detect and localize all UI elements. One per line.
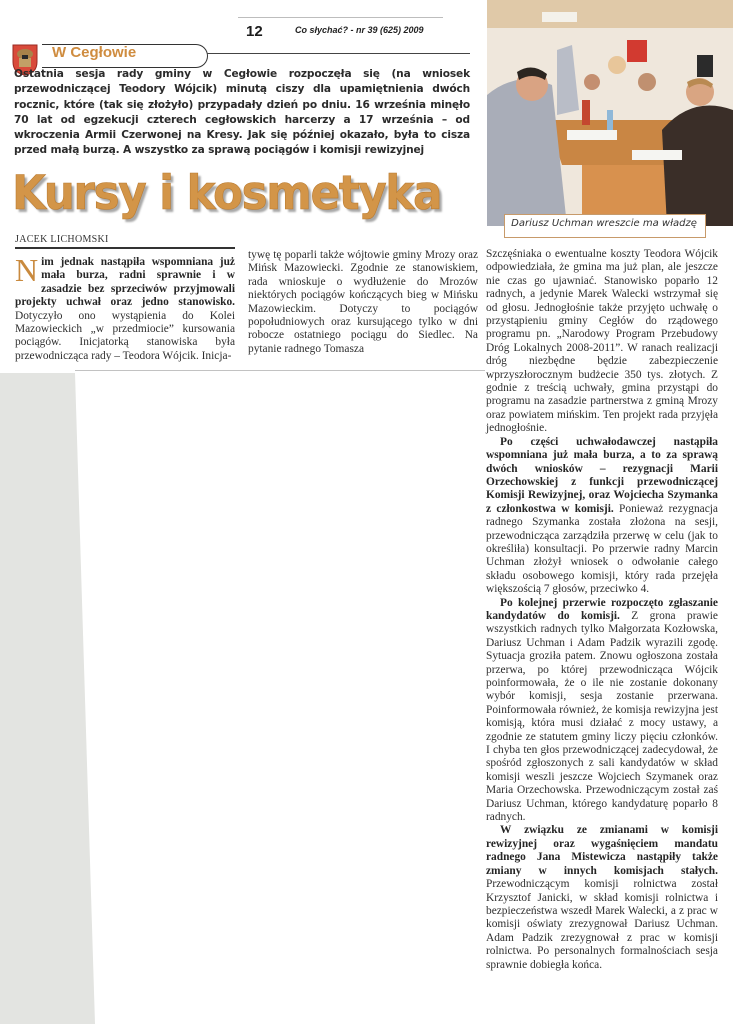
council-meeting-photo <box>487 0 733 226</box>
paragraph-text: Z grona prawie wszystkich radnych tylko Małgorzata Kozłowska, Dariusz Uchman i Adam Padzik wyrazili zgodę. Sytuacja groziła patem. Znowu ogłoszona została przerwa, po której przewodnicząca Wójcik poinformowała, że o ile nie zostanie dokonany wybór komisji, sesja zostanie przerwana. Poinformowała również, że komisja rewizyjna jest komisją, która musi działać z mocy ustawy, a zgodnie ze statutem gminy liczy pięciu członków. I chyba ten głos przewodniczącej zadecydował, że spośród zgłoszonych z sali kandydatów w skład komisji weszli jeszcze Wojciech Szymanek oraz Maria Orzechowska. Przewodniczącym został zaś Dariusz Uchman, którego kandydaturę poparło 8 radnych. <box>486 609 718 824</box>
header-rule <box>238 17 443 18</box>
paragraph: tywę tę poparli także wójtowie gminy Mrozy oraz Mińsk Mazowiecki. Zgodnie ze stanowiskiem, rada wnioskuje o wydłużenie do Mrozów niektórych pociągów kończących bieg w Mińsku Mazowieckim. Dotyczy to pociągów popołudniowych oraz kursującego tylko w dni robocze ostatniego pociągu do Siedlec. Na pytanie radnego Tomasza <box>248 249 478 355</box>
article-photo <box>487 0 733 226</box>
section-rule <box>207 53 470 54</box>
article-headline: Kursy i kosmetyka <box>12 166 442 221</box>
article-column-1 <box>15 252 235 363</box>
paragraph <box>15 252 235 363</box>
photo-caption: Dariusz Uchman wreszcie ma władzę <box>511 218 697 229</box>
byline-rule <box>15 247 235 249</box>
page-number: 12 <box>246 23 263 40</box>
article-lead: Ostatnia sesja rady gminy w Cegłowie rozpoczęła się (na wniosek przewodniczącej Teodory Wójcik) minutą ciszy dla upamiętnienia dwóch rocznic, które (tak się złożyło) przypadały dzień po dniu. 16 września minęło 70 lat od egzekucji czterech cegłowskich harcerzy a 17 września – od wkroczenia Armii Czerwonej na Kresy. Jak się później okazało, była to cisza przed małą burzą. A wszystko za sprawą pociągów i komisji rewizyjnej <box>14 68 470 157</box>
bold-intro: Po kolejnej przerwie rozpoczęto zgłaszanie kandydatów do komisji. <box>486 596 718 622</box>
paragraph-text: Przewodniczącym komisji rolnictwa został Krzysztof Janicki, w skład komisji rolnictwa i bezpieczeństwa wszedł Marek Walecki, a z prac w komisji oświaty zrezygnował Dariusz Uchman. Adam Padzik zrezygnował z prac w komisji rolnictwa. Po personalnych formalnościach sesja sprawnie dobiegła końca. <box>486 878 718 971</box>
bold-intro: Po części uchwałodawczej nastąpiła wspomniana już mała burza, a to za sprawą dwóch wniosków – rezygnacji Marii Orzechowskiej z funkcji przewodniczącej Komisji Rewizyjnej, oraz Wojciecha Szymanka z członkostwa w komisji. <box>486 435 718 515</box>
article-byline: JACEK LICHOMSKI <box>15 234 109 245</box>
paragraph-text: Dotyczyło ono wystąpienia do Kolei Mazowieckich „w przedmiocie” kursowania pociągów. Inicjatorką stanowiska była przewodnicząca rady – Teodora Wójcik. Inicja- <box>15 309 235 362</box>
drop-cap: N <box>15 252 39 288</box>
paragraph <box>486 824 718 971</box>
speaker-icon <box>697 55 713 77</box>
issue-info: Co słychać? - nr 39 (625) 2009 <box>295 25 424 35</box>
scanner-background-strip <box>0 373 95 1024</box>
bold-intro: im jednak nastąpiła wspomniana już mała burza, radni sprawnie i w zasadzie bez sprzeciwów przyjmowali projekty uchwał oraz jedno stanowisko. <box>15 256 235 309</box>
paragraph <box>486 597 718 825</box>
page-edge <box>75 370 485 371</box>
paragraph: Szczęśniaka o ewentualne koszty Teodora Wójcik odpowiedziała, że gmina ma już plan, ale jeszcze nie czas go ujawniać. Stanowisko poparło 12 radnych, a jedynie Marek Walecki wstrzymał się od głosu. Jednogłośnie także przyjęto uchwałę o przystąpieniu gminy Cegłów do rządowego programu pn. „Narodowy Program Przebudowy Dróg Lokalnych 2008-2011”. W ranach realizacji dróg niezbędne będzie zabezpieczenie wprzyszłorocznym budżecie 350 tys. złotych. Z godnie z treścią uchwały, gmina przystąpi do programu na zasadzie partnerstwa z gminą Mrozy oraz powiatem mińskim. Ten projekt rada przyjęła jednogłośnie. <box>486 248 718 435</box>
bold-intro: W związku ze zmianami w komisji rewizyjnej oraz wygaśnięciem mandatu radnego Jana Mistewicza nastąpiły także zmiany w innych komisjach stałych. <box>486 824 718 877</box>
paragraph <box>486 436 718 597</box>
section-title: W Cegłowie <box>52 44 137 61</box>
article-column-2 <box>248 249 478 356</box>
paragraph-text: Ponieważ rezygnacja radnego Szymanka została złożona na sesji, przewodnicząca zarządziła przerwę w celu (jak to określiła) konsultacji. Po przerwie radny Marcin Uchman złożył wniosek o odwołanie całego składu osobowego komisji, który rada przejęła większością 7 głosów, przeciwko 4. <box>486 502 718 596</box>
emblem-icon <box>627 40 647 62</box>
article-column-3 <box>486 248 718 972</box>
